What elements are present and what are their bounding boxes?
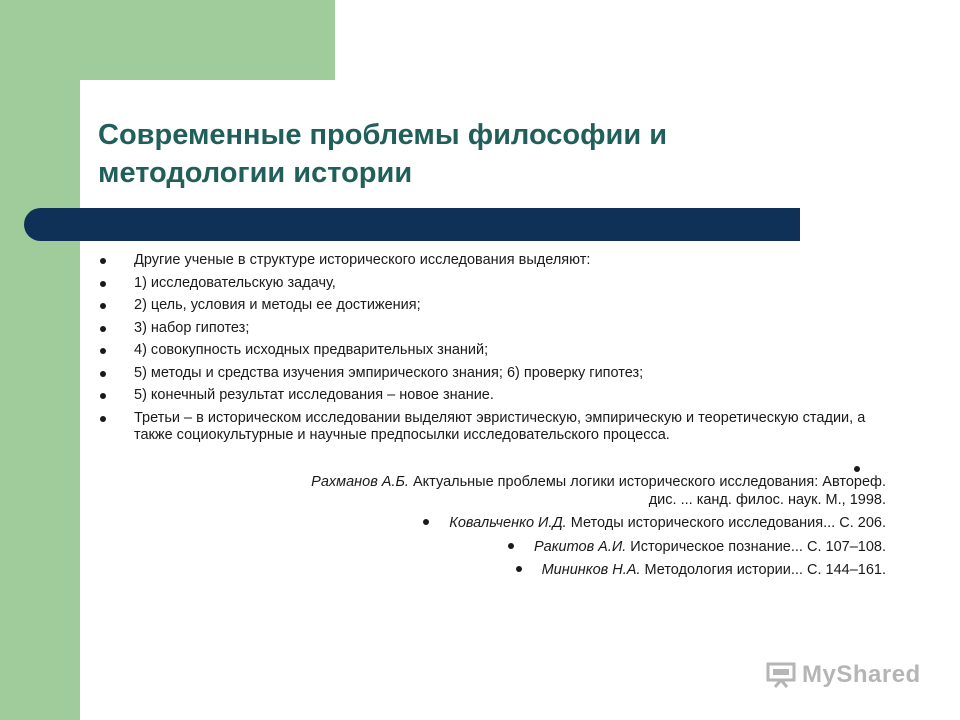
list-item: Другие ученые в структуре исторического исследования выделяют:: [100, 252, 880, 270]
slide-title-line-2: методологии истории: [98, 157, 413, 189]
bullet-icon: [508, 543, 514, 549]
bullet-icon: [100, 393, 106, 399]
bullet-icon: [100, 281, 106, 287]
list-item: 1) исследовательскую задачу,: [100, 275, 880, 293]
slide-title-line-1: Современные проблемы философии и: [98, 119, 668, 151]
list-item: 2) цель, условия и методы ее достижения;: [100, 297, 880, 315]
list-item: 5) конечный результат исследования – новое знание.: [100, 387, 880, 405]
bullet-icon: [516, 566, 522, 572]
green-top-panel: [80, 0, 335, 80]
bullet-icon: [100, 371, 106, 377]
list-item: 5) методы и средства изучения эмпирического знания; 6) проверку гипотез;: [100, 365, 880, 383]
list-item: 3) набор гипотез;: [100, 320, 880, 338]
reference-list: [110, 466, 886, 586]
reference-item: Рахманов А.Б. Актуальные проблемы логики исторического исследования: Автореф. дис. ... канд. филос. наук. М., 1998.: [110, 466, 886, 509]
bullet-list: [100, 252, 880, 450]
bullet-icon: [854, 466, 860, 472]
reference-item: Мининков Н.А. Методология истории... С. 144–161.: [110, 562, 886, 580]
myshared-watermark: [766, 658, 921, 692]
presentation-board-icon: [766, 662, 796, 688]
bullet-icon: [100, 303, 106, 309]
bullet-icon: [423, 519, 429, 525]
watermark-text: MyShared: [802, 661, 921, 688]
bullet-icon: [100, 348, 106, 354]
slide-title: [98, 116, 798, 192]
title-divider-bar: [24, 208, 800, 241]
list-item: 4) совокупность исходных предварительных знаний;: [100, 342, 880, 360]
bullet-icon: [100, 326, 106, 332]
bullet-icon: [100, 416, 106, 422]
reference-item: Ковальченко И.Д. Методы исторического исследования... С. 206.: [110, 515, 886, 533]
green-side-panel: [0, 0, 80, 720]
reference-item: Ракитов А.И. Историческое познание... С. 107–108.: [110, 539, 886, 557]
bullet-icon: [100, 258, 106, 264]
list-item: Третьи – в историческом исследовании выделяют эвристическую, эмпирическую и теоретическую стадии, а также социокультурные и научные предпосылки исследовательского процесса.: [100, 410, 880, 445]
